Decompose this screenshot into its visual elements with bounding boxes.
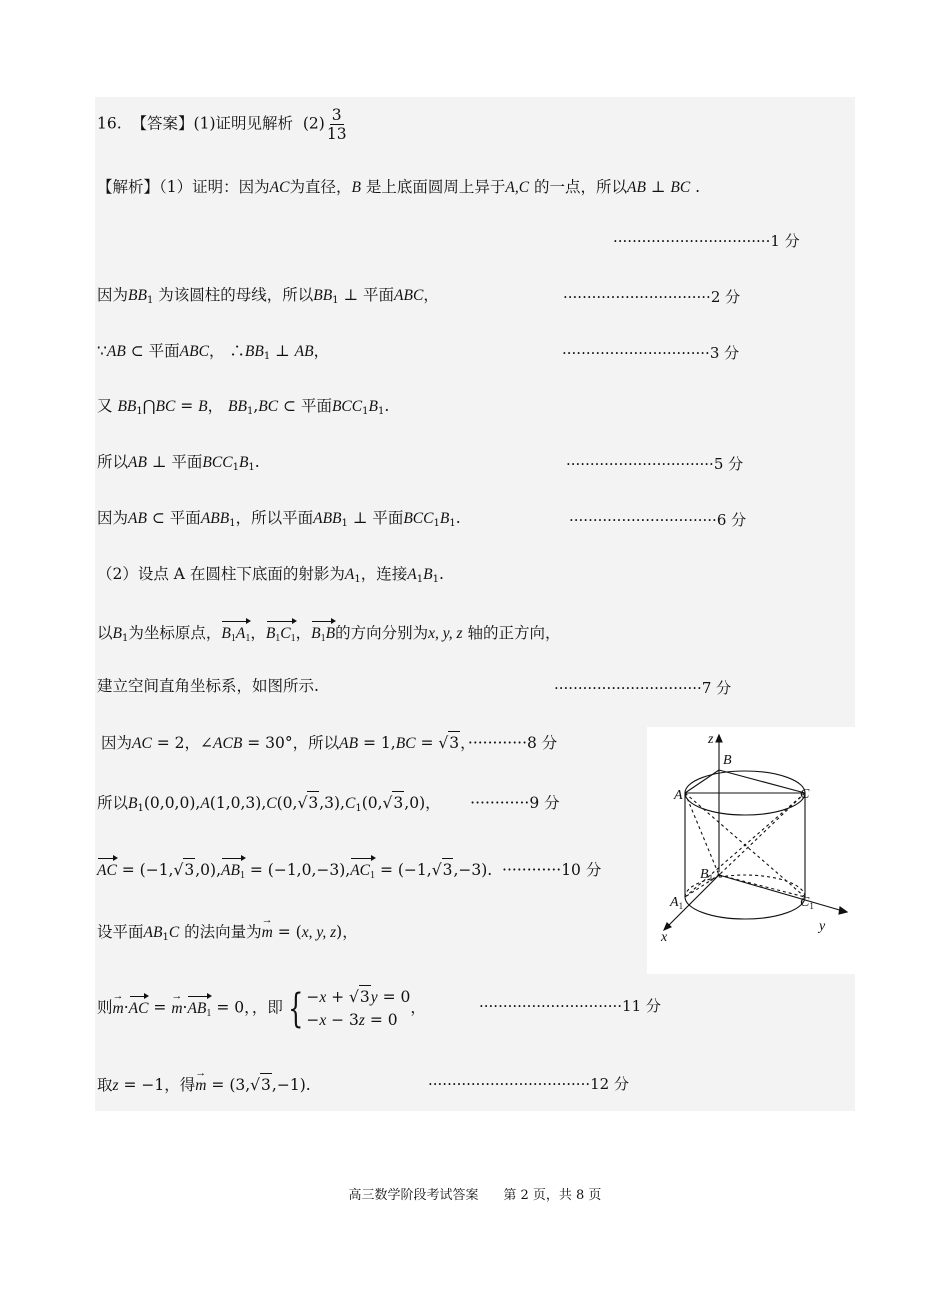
label-C: C — [800, 787, 810, 802]
solution-line-11: 所以$B_1(0,0,0),A(1,0,3),C(0,√3,3),C_1(0,√3,0)$， ············9 分 — [97, 791, 560, 820]
label-A: A — [674, 788, 683, 803]
cylinder-diagram — [647, 727, 855, 974]
solution-line-15: 取z = −1，得→ m = (3,√3,−1). — [97, 1071, 311, 1097]
score-7: ·······························7 分 — [554, 679, 732, 697]
label-y: y — [819, 919, 826, 934]
score-11: ······························11 分 — [479, 997, 661, 1015]
solution-line-4: 又 $BB_1⋂BC = B$， $BB_1,BC$ ⊂ 平面$BCC_1B_1$. — [97, 397, 390, 417]
solution-line-14: 则→ m·AC = → $m\cdot AB_1 = 0$，，即 { −x + √3y = 0 −x − 3z = 0 ， — [97, 985, 426, 1032]
label-A1: $A_1$ — [670, 895, 684, 911]
solution-line-13: 设平面$AB_1C$ 的法向量为→ m = (x, y, z)， — [97, 918, 358, 949]
solution-line-2: 因为$BB_1$ 为该圆柱的母线，所以$BB_1$ ⊥ 平面ABC， — [97, 286, 439, 306]
solution-line-1: 【解析】（1）证明：因为AC为直径，B 是上底面圆周上异于A,C 的一点，所以AB ⊥ BC . — [97, 178, 701, 196]
label-B1: $B_1$ — [700, 867, 714, 883]
cylinder-figure — [647, 727, 855, 974]
answer-fraction: $\frac{3}{13}$ — [326, 106, 347, 143]
answer-header: 16. 【答案】(1)证明见解析 (2) $\frac{3}{13}$ — [97, 106, 347, 143]
score-5: ·······························5 分 — [566, 455, 744, 473]
score-6: ·······························6 分 — [569, 511, 747, 529]
score-1: ·································1 分 — [613, 232, 800, 250]
page-footer: 高三数学阶段考试答案 第 2 页，共 8 页 — [348, 1188, 602, 1203]
solution-line-3: ∵AB ⊂ 平面ABC， $\therefore BB_1$ ⊥ AB， — [97, 342, 330, 362]
solution-line-7: （2）设点 A 在圆柱下底面的射影为$A_1$，连接$A_1B_1$. — [97, 565, 444, 585]
score-3: ·······························3 分 — [562, 344, 740, 362]
label-B: B — [723, 753, 732, 768]
solution-line-10: 因为AC = 2，∠ACB = 30°，所以AB = 1,BC = √3，············8 分 — [101, 731, 557, 755]
score-2: ·······························2 分 — [563, 288, 741, 306]
label-z: z — [708, 732, 714, 747]
label-x: x — [661, 930, 668, 945]
solution-line-9: 建立空间直角坐标系，如图所示. — [97, 677, 319, 695]
solution-line-8: 以$B_1$为坐标原点，$B_1A_1$，$B_1C_1$，$B_1B$的方向分别为x, y, z 轴的正方向， — [97, 618, 561, 650]
equation-system: { −x + √3y = 0 −x − 3z = 0 — [287, 985, 411, 1032]
solution-line-6: 因为AB ⊂ 平面$ABB_1$，所以平面$ABB_1$ ⊥ 平面$BCC_1B_1$. — [97, 509, 461, 529]
solution-line-12: AC = $(-1,√3,0),AB_1 = (-1,0,-3),AC_1 = (-1,√3,-3)$. ············10 分 — [97, 855, 601, 887]
solution-line-5: 所以AB ⊥ 平面$BCC_1B_1$. — [97, 453, 260, 473]
label-C1: $C_1$ — [800, 895, 814, 911]
score-12: ··································12 分 — [428, 1075, 629, 1093]
